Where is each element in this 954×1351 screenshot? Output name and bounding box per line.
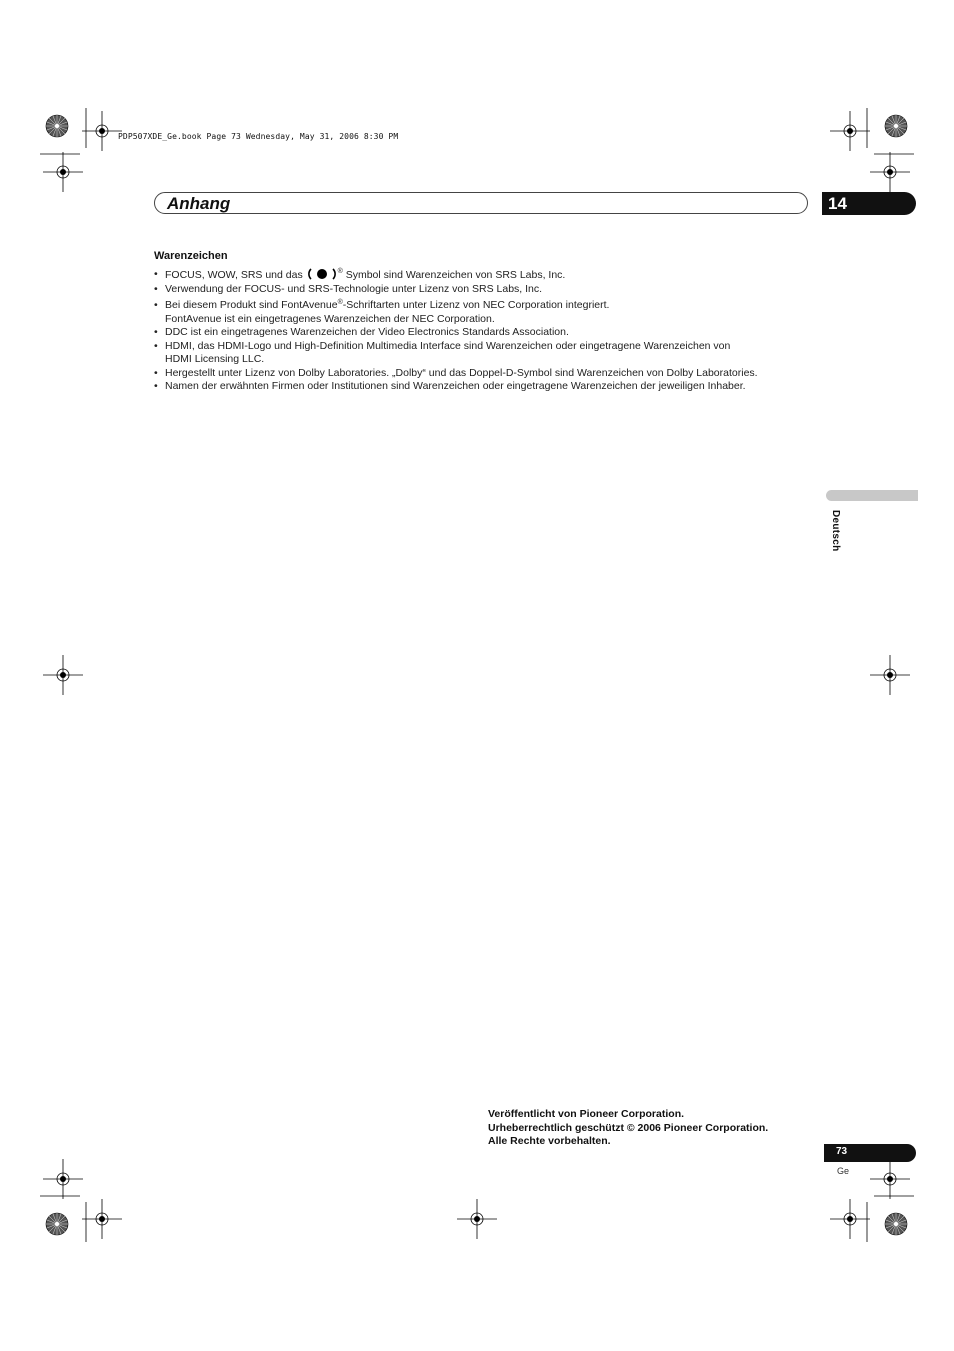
list-item: • Verwendung der FOCUS- und SRS-Technologie unter Lizenz von SRS Labs, Inc.: [154, 283, 834, 297]
rights-line: Alle Rechte vorbehalten.: [488, 1135, 611, 1147]
list-item: • HDMI, das HDMI-Logo und High-Definition Multimedia Interface sind Warenzeichen oder eingetragene Warenzeichen von HDMI Licensing LLC.: [154, 340, 834, 367]
copyright-line: Urheberrechtlich geschützt © 2006 Pioneer Corporation.: [488, 1121, 769, 1134]
chapter-number: 14: [828, 194, 847, 213]
section-heading: Warenzeichen: [154, 250, 228, 262]
srs-circle-logo-icon: [307, 268, 337, 280]
chapter-number-badge: [822, 192, 916, 215]
publisher-line: Veröffentlicht von Pioneer Corporation.: [488, 1108, 685, 1120]
list-item: • FOCUS, WOW, SRS und das ® Symbol sind Warenzeichen von SRS Labs, Inc.: [154, 268, 834, 283]
trademark-list: [154, 268, 834, 394]
list-item: • Bei diesem Produkt sind FontAvenue®-Schriftarten unter Lizenz von NEC Corporation integriert. FontAvenue ist ein eingetragenes Warenzeichen der NEC Corporation.: [154, 299, 834, 326]
list-item: • Hergestellt unter Lizenz von Dolby Laboratories. „Dolby“ und das Doppel-D-Symbol sind Warenzeichen von Dolby Laboratories.: [154, 367, 834, 381]
publisher-info: [488, 1108, 768, 1149]
page-number: 73: [836, 1146, 848, 1157]
list-item: • Namen der erwähnten Firmen oder Institutionen sind Warenzeichen oder eingetragene Warenzeichen der jeweiligen Inhaber.: [154, 380, 834, 394]
chapter-title: Anhang: [167, 194, 231, 213]
list-item: • DDC ist ein eingetragenes Warenzeichen der Video Electronics Standards Association.: [154, 326, 834, 340]
page-number-badge: [824, 1144, 916, 1162]
file-header: PDP507XDE_Ge.book Page 73 Wednesday, May 31, 2006 8:30 PM: [118, 132, 399, 141]
language-tab: [826, 490, 918, 501]
page-language-code: Ge: [837, 1166, 850, 1176]
language-label: Deutsch: [830, 510, 841, 552]
chapter-header: [154, 192, 808, 214]
